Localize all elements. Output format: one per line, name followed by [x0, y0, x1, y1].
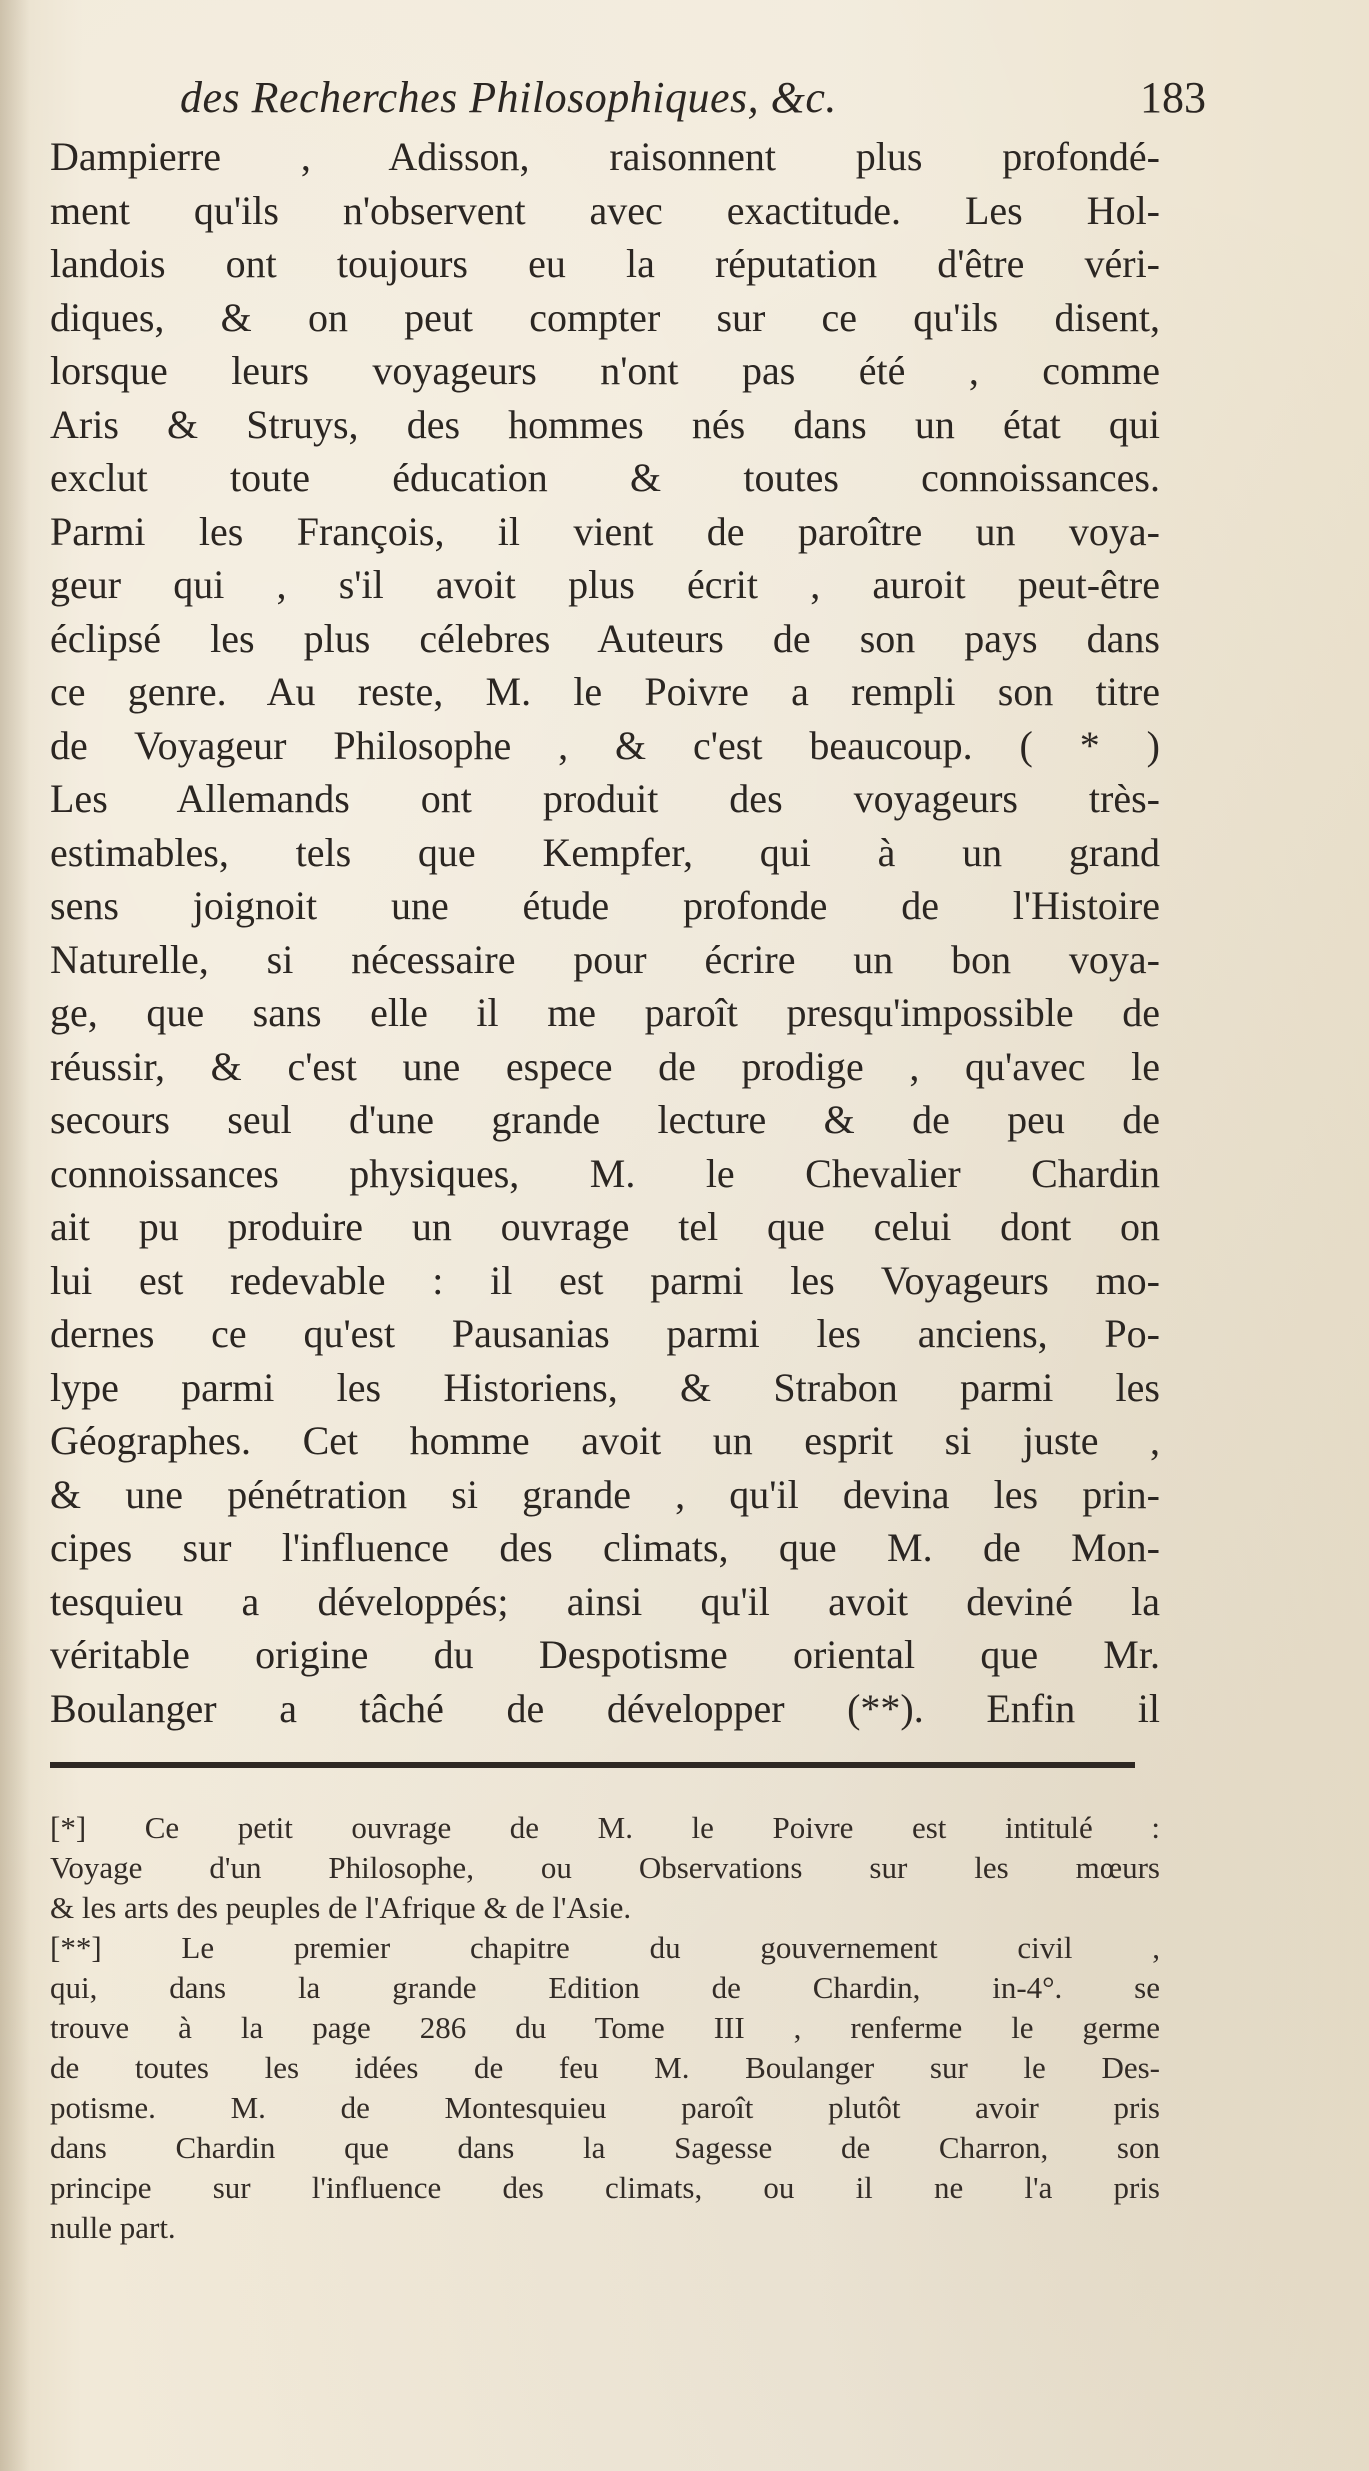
text-line: connoissances physiques, M. le Chevalier Chardin — [50, 1150, 1160, 1196]
footnote-line: qui, dans la grande Edition de Chardin, in-4°. se — [50, 1970, 1160, 2005]
text-line: ce genre. Au reste, M. le Poivre a rempli son titre — [50, 669, 1160, 714]
footnote-line: Voyage d'un Philosophe, ou Observations sur les mœurs — [50, 1850, 1160, 1885]
footnote-line: dans Chardin que dans la Sagesse de Charron, son — [50, 2130, 1160, 2165]
text-line: lorsque leurs voyageurs n'ont pas été , comme — [50, 348, 1160, 393]
text-line: exclut toute éducation & toutes connoissances. — [50, 455, 1160, 500]
text-line: dernes ce qu'est Pausanias parmi les anciens, Po- — [50, 1311, 1160, 1356]
text-line: Dampierre , Adisson, raisonnent plus profondé- — [50, 134, 1160, 179]
page-gutter-shadow — [0, 0, 30, 2471]
text-line: & une pénétration si grande , qu'il devina les prin- — [50, 1471, 1160, 1517]
text-line: cipes sur l'influence des climats, que M. de Mon- — [50, 1525, 1160, 1570]
text-line: éclipsé les plus célebres Auteurs de son pays dans — [50, 615, 1160, 661]
footnote-divider — [50, 1762, 1135, 1768]
text-line: véritable origine du Despotisme oriental que Mr. — [50, 1632, 1160, 1677]
footnote-line: principe sur l'influence des climats, ou il ne l'a pris — [50, 2170, 1160, 2205]
main-text-block — [50, 130, 1160, 1735]
text-line: ait pu produire un ouvrage tel que celui dont on — [50, 1204, 1160, 1249]
footnotes-block — [50, 1808, 1160, 2248]
text-line: secours seul d'une grande lecture & de peu de — [50, 1097, 1160, 1142]
text-line: estimables, tels que Kempfer, qui à un grand — [50, 829, 1160, 875]
text-line: lui est redevable : il est parmi les Voyageurs mo- — [50, 1257, 1160, 1303]
footnote-line: [**] Le premier chapitre du gouvernement civil , — [50, 1930, 1160, 1965]
text-line: Aris & Struys, des hommes nés dans un état qui — [50, 401, 1160, 447]
footnote-line: potisme. M. de Montesquieu paroît plutôt avoir pris — [50, 2090, 1160, 2125]
page-number: 183 — [1140, 73, 1206, 122]
text-line: tesquieu a développés; ainsi qu'il avoit deviné la — [50, 1578, 1160, 1624]
footnote-line: de toutes les idées de feu M. Boulanger sur le Des- — [50, 2050, 1160, 2085]
text-line: de Voyageur Philosophe , & c'est beaucoup. ( * ) — [50, 722, 1160, 768]
text-line: Boulanger a tâché de développer (**). Enfin il — [50, 1685, 1160, 1731]
footnote-line: nulle part. — [50, 2210, 176, 2245]
running-title: des Recherches Philosophiques, &c. — [180, 73, 837, 122]
footnote-line: [*] Ce petit ouvrage de M. le Poivre est intitulé : — [50, 1810, 1160, 1845]
text-line: diques, & on peut compter sur ce qu'ils disent, — [50, 294, 1160, 340]
text-line: Géographes. Cet homme avoit un esprit si juste , — [50, 1418, 1160, 1463]
text-line: sens joignoit une étude profonde de l'Histoire — [50, 883, 1160, 928]
text-line: lype parmi les Historiens, & Strabon parmi les — [50, 1364, 1160, 1410]
footnote-line: trouve à la page 286 du Tome III , renferme le germe — [50, 2010, 1160, 2045]
text-line: Les Allemands ont produit des voyageurs très- — [50, 776, 1160, 821]
text-line: ge, que sans elle il me paroît presqu'impossible de — [50, 990, 1160, 1035]
text-line: réussir, & c'est une espece de prodige , qu'avec le — [50, 1043, 1160, 1089]
text-line: geur qui , s'il avoit plus écrit , auroit peut-être — [50, 562, 1160, 607]
text-line: Parmi les François, il vient de paroître un voya- — [50, 508, 1160, 554]
text-line: landois ont toujours eu la réputation d'être véri- — [50, 241, 1160, 286]
text-line: Naturelle, si nécessaire pour écrire un bon voya- — [50, 936, 1160, 982]
text-line: ment qu'ils n'observent avec exactitude. Les Hol- — [50, 187, 1160, 233]
footnote-line: & les arts des peuples de l'Afrique & de l'Asie. — [50, 1890, 632, 1925]
